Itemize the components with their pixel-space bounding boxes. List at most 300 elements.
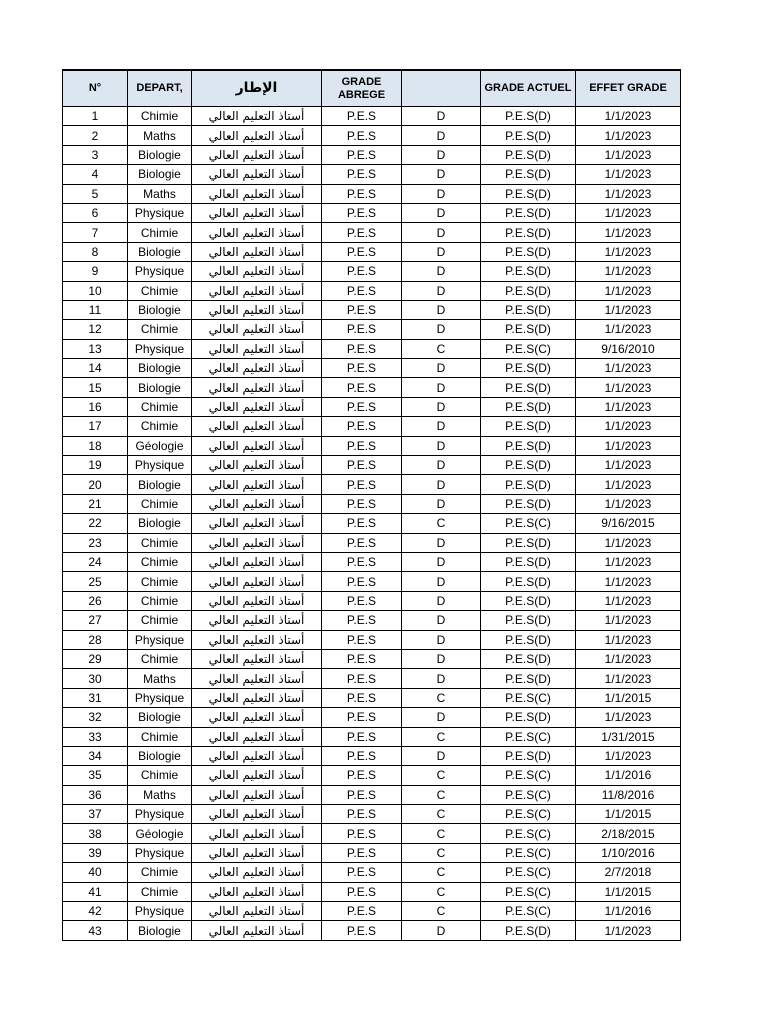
- cell-grade-abrege: P.E.S: [322, 785, 402, 804]
- cell-grade-actuel: P.E.S(C): [481, 863, 576, 882]
- cell-echelon: C: [402, 805, 481, 824]
- cell-cadre: أستاذ التعليم العالي: [192, 359, 322, 378]
- cell-number: 20: [63, 475, 128, 494]
- cell-grade-actuel: P.E.S(C): [481, 785, 576, 804]
- cell-grade-abrege: P.E.S: [322, 727, 402, 746]
- cell-cadre: أستاذ التعليم العالي: [192, 339, 322, 358]
- cell-echelon: D: [402, 921, 481, 940]
- cell-department: Physique: [128, 902, 192, 921]
- table-row: [63, 805, 681, 824]
- cell-echelon: D: [402, 397, 481, 416]
- cell-grade-actuel: P.E.S(C): [481, 766, 576, 785]
- header-number: N°: [63, 70, 128, 107]
- cell-effet-grade: 1/1/2023: [576, 475, 681, 494]
- table-row: [63, 436, 681, 455]
- table-row: [63, 902, 681, 921]
- cell-grade-actuel: P.E.S(D): [481, 223, 576, 242]
- cell-echelon: D: [402, 475, 481, 494]
- cell-grade-abrege: P.E.S: [322, 262, 402, 281]
- cell-number: 10: [63, 281, 128, 300]
- cell-department: Biologie: [128, 145, 192, 164]
- cell-grade-actuel: P.E.S(D): [481, 649, 576, 668]
- cell-cadre: أستاذ التعليم العالي: [192, 649, 322, 668]
- cell-echelon: C: [402, 843, 481, 862]
- cell-cadre: أستاذ التعليم العالي: [192, 843, 322, 862]
- cell-grade-abrege: P.E.S: [322, 649, 402, 668]
- cell-grade-abrege: P.E.S: [322, 552, 402, 571]
- cell-number: 29: [63, 649, 128, 668]
- table-row: [63, 746, 681, 765]
- cell-grade-actuel: P.E.S(D): [481, 184, 576, 203]
- table-row: [63, 456, 681, 475]
- cell-number: 40: [63, 863, 128, 882]
- table-row: [63, 281, 681, 300]
- cell-number: 22: [63, 514, 128, 533]
- cell-number: 4: [63, 165, 128, 184]
- cell-cadre: أستاذ التعليم العالي: [192, 145, 322, 164]
- cell-effet-grade: 1/1/2023: [576, 591, 681, 610]
- cell-echelon: C: [402, 727, 481, 746]
- table-row: [63, 145, 681, 164]
- table-row: [63, 184, 681, 203]
- cell-department: Maths: [128, 126, 192, 145]
- cell-grade-actuel: P.E.S(D): [481, 611, 576, 630]
- cell-echelon: D: [402, 359, 481, 378]
- cell-grade-actuel: P.E.S(C): [481, 882, 576, 901]
- cell-echelon: D: [402, 107, 481, 126]
- cell-grade-actuel: P.E.S(C): [481, 688, 576, 707]
- cell-cadre: أستاذ التعليم العالي: [192, 320, 322, 339]
- table-row: [63, 708, 681, 727]
- cell-department: Biologie: [128, 242, 192, 261]
- cell-effet-grade: 1/1/2023: [576, 320, 681, 339]
- table-row: [63, 766, 681, 785]
- cell-effet-grade: 1/1/2023: [576, 378, 681, 397]
- cell-number: 33: [63, 727, 128, 746]
- cell-grade-abrege: P.E.S: [322, 165, 402, 184]
- cell-number: 32: [63, 708, 128, 727]
- table-row: [63, 107, 681, 126]
- cell-cadre: أستاذ التعليم العالي: [192, 552, 322, 571]
- cell-number: 17: [63, 417, 128, 436]
- cell-number: 8: [63, 242, 128, 261]
- table-row: [63, 843, 681, 862]
- cell-grade-actuel: P.E.S(D): [481, 921, 576, 940]
- cell-effet-grade: 1/1/2023: [576, 300, 681, 319]
- cell-effet-grade: 1/1/2023: [576, 397, 681, 416]
- cell-echelon: D: [402, 669, 481, 688]
- cell-department: Chimie: [128, 417, 192, 436]
- cell-number: 42: [63, 902, 128, 921]
- cell-grade-abrege: P.E.S: [322, 843, 402, 862]
- cell-grade-actuel: P.E.S(D): [481, 359, 576, 378]
- cell-cadre: أستاذ التعليم العالي: [192, 107, 322, 126]
- cell-effet-grade: 1/10/2016: [576, 843, 681, 862]
- table-row: [63, 262, 681, 281]
- cell-grade-actuel: P.E.S(D): [481, 475, 576, 494]
- table-row: [63, 494, 681, 513]
- cell-effet-grade: 1/1/2015: [576, 882, 681, 901]
- cell-number: 41: [63, 882, 128, 901]
- table-row: [63, 785, 681, 804]
- cell-cadre: أستاذ التعليم العالي: [192, 456, 322, 475]
- header-department: DEPART,: [128, 70, 192, 107]
- cell-grade-abrege: P.E.S: [322, 863, 402, 882]
- cell-department: Physique: [128, 630, 192, 649]
- cell-number: 3: [63, 145, 128, 164]
- cell-grade-actuel: P.E.S(D): [481, 145, 576, 164]
- cell-grade-actuel: P.E.S(C): [481, 902, 576, 921]
- cell-number: 21: [63, 494, 128, 513]
- cell-number: 26: [63, 591, 128, 610]
- cell-grade-actuel: P.E.S(D): [481, 669, 576, 688]
- cell-echelon: C: [402, 863, 481, 882]
- table-row: [63, 863, 681, 882]
- cell-echelon: D: [402, 630, 481, 649]
- cell-grade-abrege: P.E.S: [322, 339, 402, 358]
- cell-effet-grade: 1/31/2015: [576, 727, 681, 746]
- cell-echelon: D: [402, 436, 481, 455]
- cell-department: Maths: [128, 785, 192, 804]
- cell-effet-grade: 1/1/2023: [576, 126, 681, 145]
- cell-echelon: C: [402, 514, 481, 533]
- cell-effet-grade: 1/1/2023: [576, 436, 681, 455]
- cell-effet-grade: 11/8/2016: [576, 785, 681, 804]
- cell-grade-abrege: P.E.S: [322, 397, 402, 416]
- cell-cadre: أستاذ التعليم العالي: [192, 746, 322, 765]
- cell-grade-actuel: P.E.S(C): [481, 805, 576, 824]
- cell-grade-abrege: P.E.S: [322, 669, 402, 688]
- cell-department: Biologie: [128, 165, 192, 184]
- cell-cadre: أستاذ التعليم العالي: [192, 281, 322, 300]
- cell-grade-actuel: P.E.S(C): [481, 514, 576, 533]
- cell-effet-grade: 1/1/2023: [576, 203, 681, 222]
- cell-grade-actuel: P.E.S(D): [481, 417, 576, 436]
- cell-number: 2: [63, 126, 128, 145]
- cell-grade-abrege: P.E.S: [322, 300, 402, 319]
- cell-cadre: أستاذ التعليم العالي: [192, 262, 322, 281]
- cell-effet-grade: 1/1/2023: [576, 533, 681, 552]
- cell-echelon: C: [402, 766, 481, 785]
- cell-cadre: أستاذ التعليم العالي: [192, 533, 322, 552]
- cell-grade-actuel: P.E.S(D): [481, 533, 576, 552]
- cell-cadre: أستاذ التعليم العالي: [192, 766, 322, 785]
- header-echelon: [402, 70, 481, 107]
- cell-grade-actuel: P.E.S(D): [481, 320, 576, 339]
- cell-department: Chimie: [128, 649, 192, 668]
- cell-grade-actuel: P.E.S(C): [481, 727, 576, 746]
- cell-grade-actuel: P.E.S(D): [481, 436, 576, 455]
- cell-grade-abrege: P.E.S: [322, 475, 402, 494]
- cell-grade-abrege: P.E.S: [322, 766, 402, 785]
- cell-grade-abrege: P.E.S: [322, 281, 402, 300]
- header-grade-actuel: GRADE ACTUEL: [481, 70, 576, 107]
- cell-department: Chimie: [128, 533, 192, 552]
- cell-grade-actuel: P.E.S(D): [481, 746, 576, 765]
- cell-number: 35: [63, 766, 128, 785]
- cell-number: 13: [63, 339, 128, 358]
- cell-cadre: أستاذ التعليم العالي: [192, 688, 322, 707]
- cell-effet-grade: 1/1/2023: [576, 572, 681, 591]
- cell-grade-actuel: P.E.S(D): [481, 572, 576, 591]
- cell-cadre: أستاذ التعليم العالي: [192, 591, 322, 610]
- cell-cadre: أستاذ التعليم العالي: [192, 824, 322, 843]
- cell-department: Chimie: [128, 107, 192, 126]
- cell-grade-abrege: P.E.S: [322, 417, 402, 436]
- cell-echelon: D: [402, 223, 481, 242]
- cell-department: Physique: [128, 843, 192, 862]
- cell-grade-abrege: P.E.S: [322, 708, 402, 727]
- cell-number: 24: [63, 552, 128, 571]
- table-row: [63, 514, 681, 533]
- cell-cadre: أستاذ التعليم العالي: [192, 785, 322, 804]
- cell-grade-abrege: P.E.S: [322, 494, 402, 513]
- cell-number: 27: [63, 611, 128, 630]
- cell-number: 39: [63, 843, 128, 862]
- cell-cadre: أستاذ التعليم العالي: [192, 126, 322, 145]
- table-row: [63, 242, 681, 261]
- cell-department: Chimie: [128, 591, 192, 610]
- cell-cadre: أستاذ التعليم العالي: [192, 611, 322, 630]
- cell-department: Géologie: [128, 824, 192, 843]
- cell-echelon: D: [402, 320, 481, 339]
- cell-department: Chimie: [128, 320, 192, 339]
- cell-effet-grade: 1/1/2023: [576, 669, 681, 688]
- cell-department: Chimie: [128, 397, 192, 416]
- header-grade-abrege: GRADE ABREGE: [322, 70, 402, 107]
- cell-effet-grade: 9/16/2015: [576, 514, 681, 533]
- cell-echelon: D: [402, 281, 481, 300]
- cell-number: 19: [63, 456, 128, 475]
- cell-cadre: أستاذ التعليم العالي: [192, 514, 322, 533]
- cell-effet-grade: 1/1/2023: [576, 746, 681, 765]
- cell-grade-actuel: P.E.S(C): [481, 843, 576, 862]
- cell-department: Géologie: [128, 436, 192, 455]
- cell-effet-grade: 1/1/2023: [576, 107, 681, 126]
- table-row: [63, 397, 681, 416]
- cell-cadre: أستاذ التعليم العالي: [192, 242, 322, 261]
- table-row: [63, 475, 681, 494]
- cell-echelon: C: [402, 902, 481, 921]
- cell-echelon: C: [402, 785, 481, 804]
- cell-number: 38: [63, 824, 128, 843]
- cell-effet-grade: 1/1/2023: [576, 223, 681, 242]
- table-row: [63, 300, 681, 319]
- cell-echelon: D: [402, 126, 481, 145]
- cell-effet-grade: 1/1/2015: [576, 688, 681, 707]
- cell-echelon: D: [402, 494, 481, 513]
- cell-cadre: أستاذ التعليم العالي: [192, 669, 322, 688]
- cell-department: Physique: [128, 456, 192, 475]
- cell-effet-grade: 1/1/2023: [576, 184, 681, 203]
- cell-department: Chimie: [128, 572, 192, 591]
- cell-number: 31: [63, 688, 128, 707]
- cell-effet-grade: 1/1/2023: [576, 921, 681, 940]
- cell-effet-grade: 2/7/2018: [576, 863, 681, 882]
- cell-echelon: D: [402, 591, 481, 610]
- table-row: [63, 378, 681, 397]
- cell-echelon: D: [402, 145, 481, 164]
- cell-grade-abrege: P.E.S: [322, 591, 402, 610]
- cell-grade-abrege: P.E.S: [322, 533, 402, 552]
- cell-number: 12: [63, 320, 128, 339]
- cell-number: 5: [63, 184, 128, 203]
- cell-grade-abrege: P.E.S: [322, 242, 402, 261]
- cell-department: Biologie: [128, 708, 192, 727]
- cell-cadre: أستاذ التعليم العالي: [192, 572, 322, 591]
- cell-number: 36: [63, 785, 128, 804]
- cell-grade-abrege: P.E.S: [322, 184, 402, 203]
- cell-grade-actuel: P.E.S(D): [481, 494, 576, 513]
- cell-effet-grade: 1/1/2023: [576, 494, 681, 513]
- cell-department: Biologie: [128, 746, 192, 765]
- cell-cadre: أستاذ التعليم العالي: [192, 436, 322, 455]
- cell-cadre: أستاذ التعليم العالي: [192, 223, 322, 242]
- cell-cadre: أستاذ التعليم العالي: [192, 727, 322, 746]
- cell-grade-abrege: P.E.S: [322, 572, 402, 591]
- cell-echelon: D: [402, 611, 481, 630]
- table-row: [63, 669, 681, 688]
- cell-grade-abrege: P.E.S: [322, 320, 402, 339]
- cell-number: 9: [63, 262, 128, 281]
- table-row: [63, 203, 681, 222]
- cell-echelon: D: [402, 203, 481, 222]
- cell-grade-actuel: P.E.S(D): [481, 552, 576, 571]
- cell-department: Physique: [128, 262, 192, 281]
- cell-grade-abrege: P.E.S: [322, 824, 402, 843]
- cell-grade-abrege: P.E.S: [322, 359, 402, 378]
- table-row: [63, 921, 681, 940]
- table-row: [63, 320, 681, 339]
- cell-cadre: أستاذ التعليم العالي: [192, 494, 322, 513]
- cell-number: 34: [63, 746, 128, 765]
- cell-effet-grade: 1/1/2023: [576, 649, 681, 668]
- cell-department: Chimie: [128, 882, 192, 901]
- cell-grade-abrege: P.E.S: [322, 630, 402, 649]
- cell-department: Physique: [128, 339, 192, 358]
- cell-number: 11: [63, 300, 128, 319]
- cell-echelon: D: [402, 262, 481, 281]
- cell-grade-actuel: P.E.S(C): [481, 339, 576, 358]
- cell-grade-abrege: P.E.S: [322, 223, 402, 242]
- cell-effet-grade: 1/1/2023: [576, 165, 681, 184]
- cell-cadre: أستاذ التعليم العالي: [192, 902, 322, 921]
- table-header-row: [63, 70, 681, 107]
- cell-department: Chimie: [128, 223, 192, 242]
- cell-cadre: أستاذ التعليم العالي: [192, 805, 322, 824]
- cell-effet-grade: 1/1/2023: [576, 262, 681, 281]
- cell-number: 1: [63, 107, 128, 126]
- cell-effet-grade: 2/18/2015: [576, 824, 681, 843]
- cell-department: Maths: [128, 669, 192, 688]
- cell-echelon: D: [402, 378, 481, 397]
- cell-echelon: C: [402, 882, 481, 901]
- cell-grade-abrege: P.E.S: [322, 145, 402, 164]
- cell-grade-abrege: P.E.S: [322, 805, 402, 824]
- table-row: [63, 339, 681, 358]
- cell-grade-actuel: P.E.S(D): [481, 397, 576, 416]
- cell-echelon: D: [402, 184, 481, 203]
- table-row: [63, 223, 681, 242]
- cell-echelon: D: [402, 572, 481, 591]
- table-row: [63, 727, 681, 746]
- cell-cadre: أستاذ التعليم العالي: [192, 300, 322, 319]
- cell-grade-actuel: P.E.S(D): [481, 262, 576, 281]
- cell-number: 30: [63, 669, 128, 688]
- cell-department: Chimie: [128, 552, 192, 571]
- cell-echelon: D: [402, 649, 481, 668]
- cell-grade-actuel: P.E.S(D): [481, 456, 576, 475]
- cell-department: Maths: [128, 184, 192, 203]
- cell-grade-abrege: P.E.S: [322, 456, 402, 475]
- table-row: [63, 417, 681, 436]
- cell-number: 15: [63, 378, 128, 397]
- cell-cadre: أستاذ التعليم العالي: [192, 630, 322, 649]
- table-row: [63, 688, 681, 707]
- cell-echelon: D: [402, 417, 481, 436]
- cell-echelon: D: [402, 708, 481, 727]
- table-row: [63, 630, 681, 649]
- cell-number: 43: [63, 921, 128, 940]
- cell-number: 16: [63, 397, 128, 416]
- cell-department: Physique: [128, 688, 192, 707]
- cell-echelon: C: [402, 339, 481, 358]
- cell-grade-abrege: P.E.S: [322, 203, 402, 222]
- cell-effet-grade: 1/1/2023: [576, 417, 681, 436]
- cell-grade-actuel: P.E.S(D): [481, 708, 576, 727]
- cell-number: 14: [63, 359, 128, 378]
- cell-grade-abrege: P.E.S: [322, 107, 402, 126]
- cell-effet-grade: 1/1/2023: [576, 281, 681, 300]
- cell-number: 7: [63, 223, 128, 242]
- cell-grade-abrege: P.E.S: [322, 921, 402, 940]
- cell-grade-abrege: P.E.S: [322, 126, 402, 145]
- cell-echelon: C: [402, 824, 481, 843]
- cell-number: 6: [63, 203, 128, 222]
- cell-cadre: أستاذ التعليم العالي: [192, 882, 322, 901]
- cell-echelon: D: [402, 300, 481, 319]
- table-body: [63, 107, 681, 941]
- cell-effet-grade: 1/1/2016: [576, 902, 681, 921]
- table-row: [63, 165, 681, 184]
- cell-grade-actuel: P.E.S(D): [481, 107, 576, 126]
- cell-grade-actuel: P.E.S(D): [481, 126, 576, 145]
- cell-grade-actuel: P.E.S(D): [481, 165, 576, 184]
- cell-grade-actuel: P.E.S(D): [481, 630, 576, 649]
- cell-echelon: D: [402, 456, 481, 475]
- cell-cadre: أستاذ التعليم العالي: [192, 165, 322, 184]
- header-cadre: الإطار: [192, 70, 322, 107]
- header-effet-grade: EFFET GRADE: [576, 70, 681, 107]
- cell-department: Biologie: [128, 300, 192, 319]
- cell-effet-grade: 1/1/2016: [576, 766, 681, 785]
- cell-department: Chimie: [128, 281, 192, 300]
- table-row: [63, 552, 681, 571]
- cell-department: Chimie: [128, 863, 192, 882]
- cell-number: 28: [63, 630, 128, 649]
- table-row: [63, 359, 681, 378]
- cell-cadre: أستاذ التعليم العالي: [192, 184, 322, 203]
- cell-echelon: D: [402, 533, 481, 552]
- cell-grade-abrege: P.E.S: [322, 611, 402, 630]
- cell-grade-abrege: P.E.S: [322, 882, 402, 901]
- cell-grade-actuel: P.E.S(D): [481, 378, 576, 397]
- cell-department: Chimie: [128, 611, 192, 630]
- cell-cadre: أستاذ التعليم العالي: [192, 921, 322, 940]
- cell-effet-grade: 9/16/2010: [576, 339, 681, 358]
- cell-cadre: أستاذ التعليم العالي: [192, 378, 322, 397]
- cell-department: Physique: [128, 805, 192, 824]
